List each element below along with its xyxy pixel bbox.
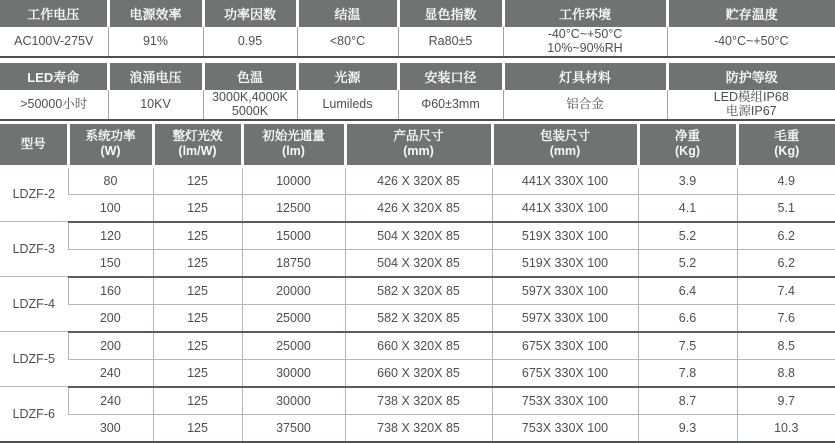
column-header (492, 124, 638, 167)
spec-band-top (0, 0, 835, 58)
spec-header-cell: 光源 (297, 63, 398, 90)
column-header (638, 124, 737, 167)
cell-efficacy: 125 (153, 332, 242, 360)
table-row (0, 332, 835, 360)
spec-header-cell: 工作电压 (0, 0, 108, 27)
cell-efficacy: 125 (153, 304, 242, 332)
table-row (0, 304, 835, 332)
cell-gross-weight: 7.4 (737, 277, 835, 305)
cell-package-size: 441X 330X 100 (492, 194, 638, 222)
cell-gross-weight: 10.3 (737, 414, 835, 442)
column-header-label: 整灯光效 (172, 129, 222, 143)
cell-package-size: 597X 330X 100 (492, 304, 638, 332)
table-row (0, 387, 835, 415)
cell-net-weight: 9.3 (638, 414, 737, 442)
cell-lumen: 20000 (242, 277, 345, 305)
table-row (0, 359, 835, 387)
column-header-unit: (Kg) (739, 144, 835, 159)
spec-value-cell: >50000小时 (0, 90, 108, 120)
spec-header-cell: 电源效率 (108, 0, 203, 27)
table-row (0, 414, 835, 442)
column-header-unit: (W) (70, 144, 152, 159)
column-header-unit: (mm) (494, 144, 637, 159)
cell-net-weight: 6.6 (638, 304, 737, 332)
spec-mid-header-row (0, 63, 835, 90)
cell-product-size: 738 X 320X 85 (345, 414, 492, 442)
cell-product-size: 504 X 320X 85 (345, 222, 492, 250)
model-cell: LDZF-6 (0, 387, 68, 442)
spec-value-line: LED模组IP68 (714, 90, 789, 104)
spec-value-cell: <80°C (297, 27, 398, 57)
spec-value-line: 电源IP67 (726, 104, 777, 118)
cell-net-weight: 3.9 (638, 166, 737, 194)
cell-package-size: 675X 330X 100 (492, 359, 638, 387)
column-header-label: 净重 (675, 129, 700, 143)
table-row (0, 249, 835, 277)
cell-package-size: 519X 330X 100 (492, 249, 638, 277)
cell-package-size: 753X 330X 100 (492, 414, 638, 442)
model-cell: LDZF-4 (0, 277, 68, 332)
spec-value-cell: -40°C~+50°C (667, 27, 835, 57)
column-header (345, 124, 492, 167)
cell-net-weight: 6.4 (638, 277, 737, 305)
spec-value-line: -40°C~+50°C (548, 27, 623, 41)
cell-lumen: 30000 (242, 359, 345, 387)
cell-system-power: 200 (68, 332, 153, 360)
cell-system-power: 200 (68, 304, 153, 332)
column-header (242, 124, 345, 167)
cell-gross-weight: 4.9 (737, 166, 835, 194)
cell-gross-weight: 5.1 (737, 194, 835, 222)
column-header-label: 型号 (21, 137, 46, 151)
spec-value-cell (667, 90, 835, 120)
cell-system-power: 120 (68, 222, 153, 250)
spec-value-cell: 10KV (108, 90, 203, 120)
cell-net-weight: 4.1 (638, 194, 737, 222)
cell-efficacy: 125 (153, 222, 242, 250)
cell-net-weight: 7.5 (638, 332, 737, 360)
cell-efficacy: 125 (153, 249, 242, 277)
spec-top-value-row (0, 27, 835, 57)
cell-lumen: 15000 (242, 222, 345, 250)
cell-product-size: 426 X 320X 85 (345, 194, 492, 222)
cell-gross-weight: 9.7 (737, 387, 835, 415)
spec-value-cell: 0.95 (203, 27, 297, 57)
cell-gross-weight: 6.2 (737, 249, 835, 277)
model-cell: LDZF-5 (0, 332, 68, 387)
cell-package-size: 597X 330X 100 (492, 277, 638, 305)
cell-efficacy: 125 (153, 359, 242, 387)
spec-band-mid (0, 63, 835, 121)
cell-gross-weight: 7.6 (737, 304, 835, 332)
cell-product-size: 582 X 320X 85 (345, 304, 492, 332)
cell-lumen: 18750 (242, 249, 345, 277)
column-header-unit: (lm) (244, 144, 344, 159)
cell-gross-weight: 8.5 (737, 332, 835, 360)
cell-lumen: 25000 (242, 304, 345, 332)
column-header-label: 产品尺寸 (393, 129, 443, 143)
cell-efficacy: 125 (153, 387, 242, 415)
cell-lumen: 25000 (242, 332, 345, 360)
spec-value-line: 5000K (232, 104, 268, 118)
cell-gross-weight: 6.2 (737, 222, 835, 250)
table-row (0, 194, 835, 222)
spec-header-cell: 功率因数 (203, 0, 297, 27)
cell-system-power: 240 (68, 359, 153, 387)
column-header-label: 包装尺寸 (540, 129, 590, 143)
spec-value-cell: Φ60±3mm (398, 90, 503, 120)
spec-header-cell: 工作环境 (503, 0, 667, 27)
spec-value-cell: 铝合金 (503, 90, 667, 120)
spec-value-line: 3000K,4000K (212, 90, 288, 104)
cell-efficacy: 125 (153, 194, 242, 222)
cell-lumen: 30000 (242, 387, 345, 415)
cell-package-size: 441X 330X 100 (492, 166, 638, 194)
column-header-unit: (Kg) (640, 144, 736, 159)
cell-product-size: 582 X 320X 85 (345, 277, 492, 305)
column-header (68, 124, 153, 167)
spec-header-cell: 防护等级 (667, 63, 835, 90)
column-header-label: 初始光通量 (262, 129, 325, 143)
cell-system-power: 80 (68, 166, 153, 194)
cell-efficacy: 125 (153, 166, 242, 194)
cell-efficacy: 125 (153, 277, 242, 305)
spec-value-cell: Lumileds (297, 90, 398, 120)
cell-product-size: 660 X 320X 85 (345, 332, 492, 360)
spec-value-cell (203, 90, 297, 120)
cell-net-weight: 8.7 (638, 387, 737, 415)
cell-lumen: 12500 (242, 194, 345, 222)
cell-package-size: 753X 330X 100 (492, 387, 638, 415)
cell-net-weight: 5.2 (638, 222, 737, 250)
spec-value-cell: AC100V-275V (0, 27, 108, 57)
spec-value-cell (503, 27, 667, 57)
cell-system-power: 150 (68, 249, 153, 277)
cell-product-size: 504 X 320X 85 (345, 249, 492, 277)
spec-header-cell: 色温 (203, 63, 297, 90)
cell-package-size: 519X 330X 100 (492, 222, 638, 250)
spec-value-cell: Ra80±5 (398, 27, 503, 57)
spec-header-cell: 灯具材料 (503, 63, 667, 90)
spec-top-header-row (0, 0, 835, 27)
cell-product-size: 426 X 320X 85 (345, 166, 492, 194)
column-header-label: 毛重 (774, 129, 799, 143)
cell-efficacy: 125 (153, 414, 242, 442)
cell-system-power: 240 (68, 387, 153, 415)
model-table-header-row (0, 124, 835, 167)
spec-header-cell: 安装口径 (398, 63, 503, 90)
spec-value-line: 10%~90%RH (547, 41, 622, 55)
column-header (0, 124, 68, 167)
table-row (0, 277, 835, 305)
cell-net-weight: 7.8 (638, 359, 737, 387)
spec-header-cell: 贮存温度 (667, 0, 835, 27)
cell-system-power: 100 (68, 194, 153, 222)
cell-lumen: 10000 (242, 166, 345, 194)
spec-header-cell: LED寿命 (0, 63, 108, 90)
model-cell: LDZF-2 (0, 166, 68, 222)
column-header (737, 124, 835, 167)
cell-gross-weight: 8.8 (737, 359, 835, 387)
spec-header-cell: 结温 (297, 0, 398, 27)
model-spec-table (0, 124, 835, 443)
column-header (153, 124, 242, 167)
cell-lumen: 37500 (242, 414, 345, 442)
cell-system-power: 160 (68, 277, 153, 305)
cell-net-weight: 5.2 (638, 249, 737, 277)
spec-header-cell: 浪涌电压 (108, 63, 203, 90)
table-row (0, 222, 835, 250)
cell-product-size: 738 X 320X 85 (345, 387, 492, 415)
cell-package-size: 675X 330X 100 (492, 332, 638, 360)
spec-mid-value-row (0, 90, 835, 120)
column-header-unit: (lm/W) (155, 144, 241, 159)
spec-value-cell: 91% (108, 27, 203, 57)
cell-product-size: 660 X 320X 85 (345, 359, 492, 387)
model-cell: LDZF-3 (0, 222, 68, 277)
column-header-label: 系统功率 (85, 129, 135, 143)
cell-system-power: 300 (68, 414, 153, 442)
table-row (0, 166, 835, 194)
spec-header-cell: 显色指数 (398, 0, 503, 27)
column-header-unit: (mm) (347, 144, 491, 159)
